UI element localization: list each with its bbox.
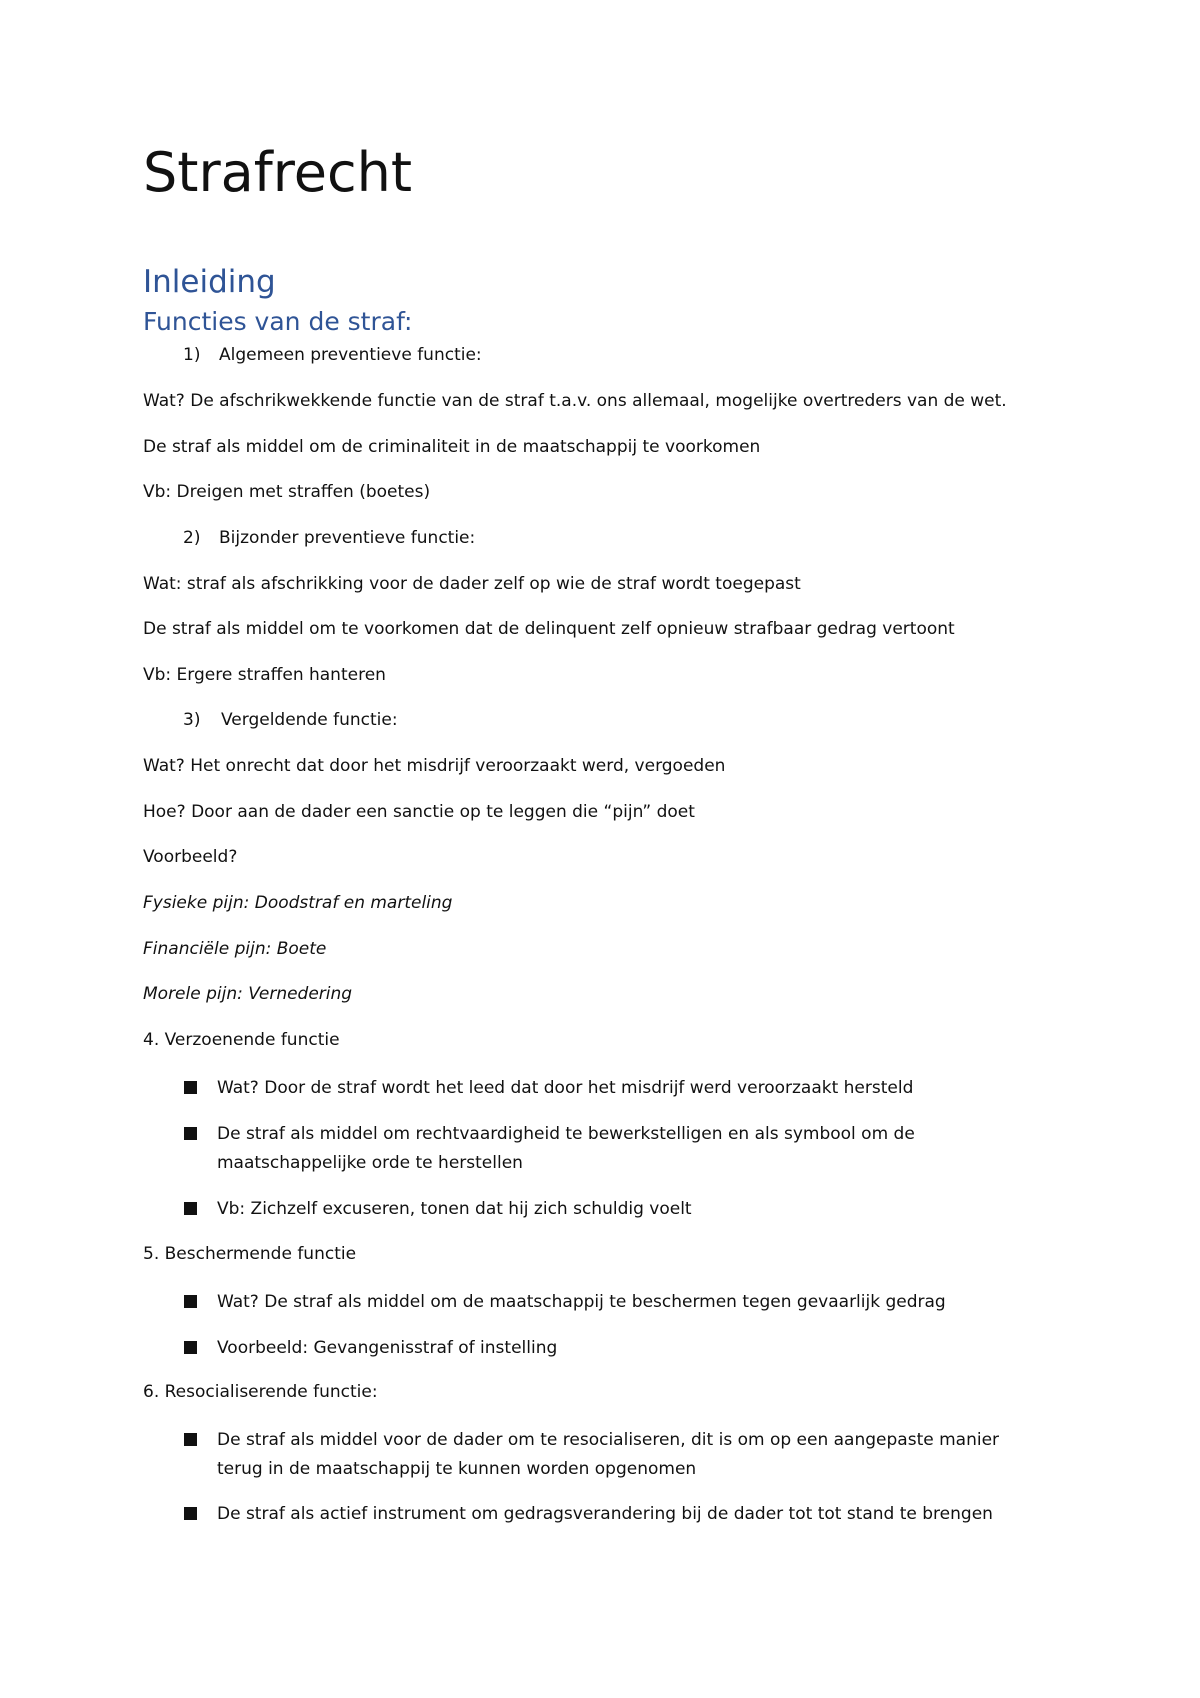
item-number: 3) (183, 710, 201, 730)
bullet-text: De straf als middel om rechtvaardigheid te bewerkstelligen en als symbool om de maatschappelijke orde te herstellen (217, 1124, 915, 1173)
paragraph: Wat? De afschrikwekkende functie van de straf t.a.v. ons allemaal, mogelijke overtreders van de wet. (143, 391, 1007, 411)
paragraph: Wat? Het onrecht dat door het misdrijf veroorzaakt werd, vergoeden (143, 756, 726, 776)
item-number: 1) (183, 345, 201, 365)
square-bullet-icon (184, 1507, 197, 1520)
square-bullet-icon (184, 1433, 197, 1446)
paragraph: Hoe? Door aan de dader een sanctie op te leggen die “pijn” doet (143, 802, 695, 822)
item-label: Vergeldende functie: (221, 710, 398, 730)
italic-line: Fysieke pijn: Doodstraf en marteling (143, 893, 453, 913)
bullet-text: Wat? Door de straf wordt het leed dat door het misdrijf werd veroorzaakt hersteld (217, 1078, 914, 1098)
bullet-text: Voorbeeld: Gevangenisstraf of instelling (217, 1338, 558, 1358)
heading-inleiding: Inleiding (143, 264, 276, 300)
bullet-text: De straf als middel voor de dader om te resocialiseren, dit is om op een aangepaste manier terug in de maatschappij te kunnen worden opgenomen (217, 1430, 1000, 1479)
square-bullet-icon (184, 1341, 197, 1354)
document-title: Strafrecht (143, 141, 413, 204)
bullet-text: Wat? De straf als middel om de maatschappij te beschermen tegen gevaarlijk gedrag (217, 1292, 946, 1312)
paragraph: Voorbeeld? (143, 847, 238, 867)
paragraph: Vb: Dreigen met straffen (boetes) (143, 482, 431, 502)
paragraph: De straf als middel om de criminaliteit in de maatschappij te voorkomen (143, 437, 761, 457)
square-bullet-icon (184, 1295, 197, 1308)
square-bullet-icon (184, 1081, 197, 1094)
section-heading-6: 6. Resocialiserende functie: (143, 1382, 378, 1402)
square-bullet-icon (184, 1202, 197, 1215)
paragraph: De straf als middel om te voorkomen dat de delinquent zelf opnieuw strafbaar gedrag vertoont (143, 619, 955, 639)
paragraph: Wat: straf als afschrikking voor de dader zelf op wie de straf wordt toegepast (143, 574, 801, 594)
paragraph: Vb: Ergere straffen hanteren (143, 665, 386, 685)
bullet-text: De straf als actief instrument om gedragsverandering bij de dader tot tot stand te brengen (217, 1504, 993, 1524)
item-label: Bijzonder preventieve functie: (219, 528, 476, 548)
square-bullet-icon (184, 1127, 197, 1140)
item-number: 2) (183, 528, 201, 548)
section-heading-5: 5. Beschermende functie (143, 1244, 357, 1264)
item-label: Algemeen preventieve functie: (219, 345, 482, 365)
bullet-text: Vb: Zichzelf excuseren, tonen dat hij zich schuldig voelt (217, 1199, 692, 1219)
heading-functies: Functies van de straf: (143, 307, 413, 336)
italic-line: Morele pijn: Vernedering (143, 984, 353, 1004)
section-heading-4: 4. Verzoenende functie (143, 1030, 340, 1050)
italic-line: Financiële pijn: Boete (143, 939, 327, 959)
